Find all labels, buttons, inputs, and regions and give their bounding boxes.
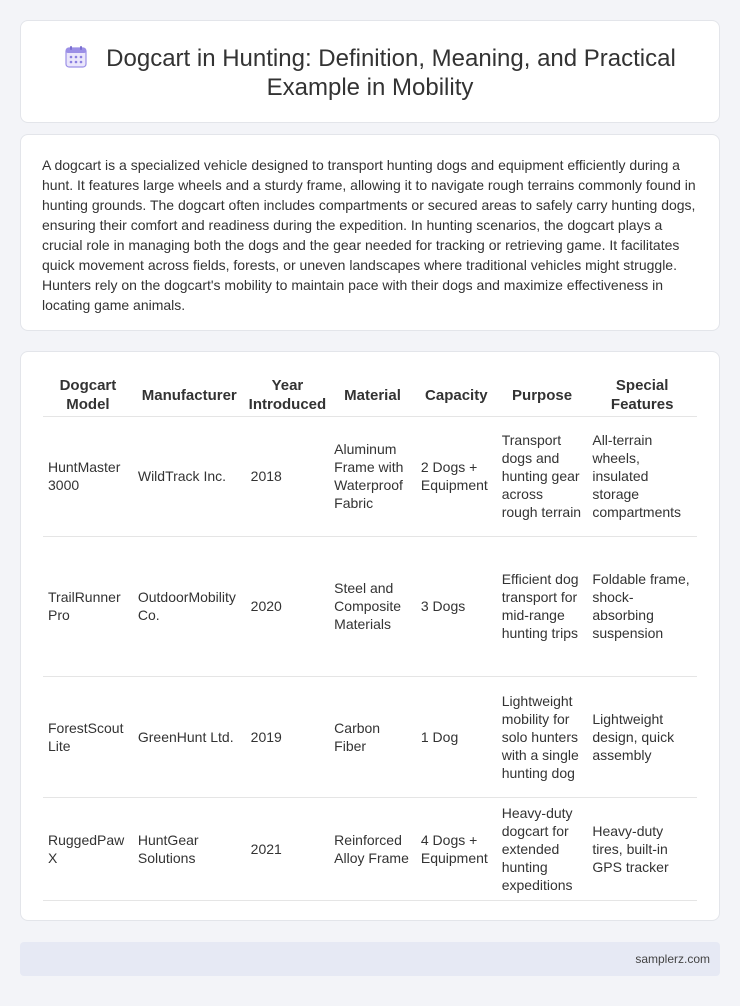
column-header: Purpose bbox=[497, 374, 588, 416]
table-cell: WildTrack Inc. bbox=[133, 416, 246, 536]
table-cell: RuggedPaw X bbox=[43, 797, 133, 900]
table-cell: Heavy-duty dogcart for extended hunting expeditions bbox=[497, 797, 588, 900]
dogcart-table bbox=[43, 374, 697, 901]
column-header: Dogcart Model bbox=[43, 374, 133, 416]
table-row bbox=[43, 676, 697, 797]
table-cell: GreenHunt Ltd. bbox=[133, 676, 246, 797]
title-card bbox=[20, 20, 720, 123]
table-cell: Aluminum Frame with Waterproof Fabric bbox=[329, 416, 416, 536]
column-header: Year Introduced bbox=[246, 374, 330, 416]
table-cell: OutdoorMobility Co. bbox=[133, 536, 246, 676]
table-cell: 2018 bbox=[246, 416, 330, 536]
table-cell: TrailRunner Pro bbox=[43, 536, 133, 676]
calendar-icon bbox=[64, 45, 88, 69]
description-card bbox=[20, 134, 720, 331]
table-cell: 3 Dogs bbox=[416, 536, 497, 676]
table-cell: HuntMaster 3000 bbox=[43, 416, 133, 536]
table-cell: Heavy-duty tires, built-in GPS tracker bbox=[587, 797, 697, 900]
page-title bbox=[51, 44, 689, 102]
table-cell: 1 Dog bbox=[416, 676, 497, 797]
table-cell: 4 Dogs + Equipment bbox=[416, 797, 497, 900]
table-cell: Reinforced Alloy Frame bbox=[329, 797, 416, 900]
table-card bbox=[20, 351, 720, 921]
table-cell: Lightweight mobility for solo hunters with a single hunting dog bbox=[497, 676, 588, 797]
table-cell: 2 Dogs + Equipment bbox=[416, 416, 497, 536]
column-header: Manufacturer bbox=[133, 374, 246, 416]
table-cell: Efficient dog transport for mid-range hunting trips bbox=[497, 536, 588, 676]
table-row bbox=[43, 416, 697, 536]
table-header-row bbox=[43, 374, 697, 416]
table-cell: 2019 bbox=[246, 676, 330, 797]
table-cell: 2021 bbox=[246, 797, 330, 900]
table-cell: Foldable frame, shock-absorbing suspension bbox=[587, 536, 697, 676]
table-cell: Transport dogs and hunting gear across rough terrain bbox=[497, 416, 588, 536]
table-cell: Carbon Fiber bbox=[329, 676, 416, 797]
description-text: A dogcart is a specialized vehicle designed to transport hunting dogs and equipment efficiently during a hunt. It features large wheels and a sturdy frame, allowing it to navigate rough terrains commonly found in hunting grounds. The dogcart often includes compartments or secured areas to safely carry hunting dogs, ensuring their comfort and readiness during the expedition. In hunting scenarios, the dogcart plays a crucial role in managing both the dogs and the gear needed for tracking or retrieving game. It facilitates quick movement across fields, forests, or uneven landscapes where traditional vehicles might struggle. Hunters rely on the dogcart's mobility to maintain pace with their dogs and maximize effectiveness in locating game animals. bbox=[42, 157, 696, 313]
footer-site-link[interactable]: samplerz.com bbox=[635, 952, 710, 966]
table-cell: Lightweight design, quick assembly bbox=[587, 676, 697, 797]
table-cell: All-terrain wheels, insulated storage compartments bbox=[587, 416, 697, 536]
column-header: Capacity bbox=[416, 374, 497, 416]
footer-bar bbox=[20, 942, 720, 976]
table-cell: 2020 bbox=[246, 536, 330, 676]
table-row bbox=[43, 536, 697, 676]
table-cell: ForestScout Lite bbox=[43, 676, 133, 797]
column-header: Special Features bbox=[587, 374, 697, 416]
table-row bbox=[43, 797, 697, 900]
table-cell: Steel and Composite Materials bbox=[329, 536, 416, 676]
table-cell: HuntGear Solutions bbox=[133, 797, 246, 900]
page-title-text: Dogcart in Hunting: Definition, Meaning, and Practical Example in Mobility bbox=[106, 45, 676, 101]
column-header: Material bbox=[329, 374, 416, 416]
